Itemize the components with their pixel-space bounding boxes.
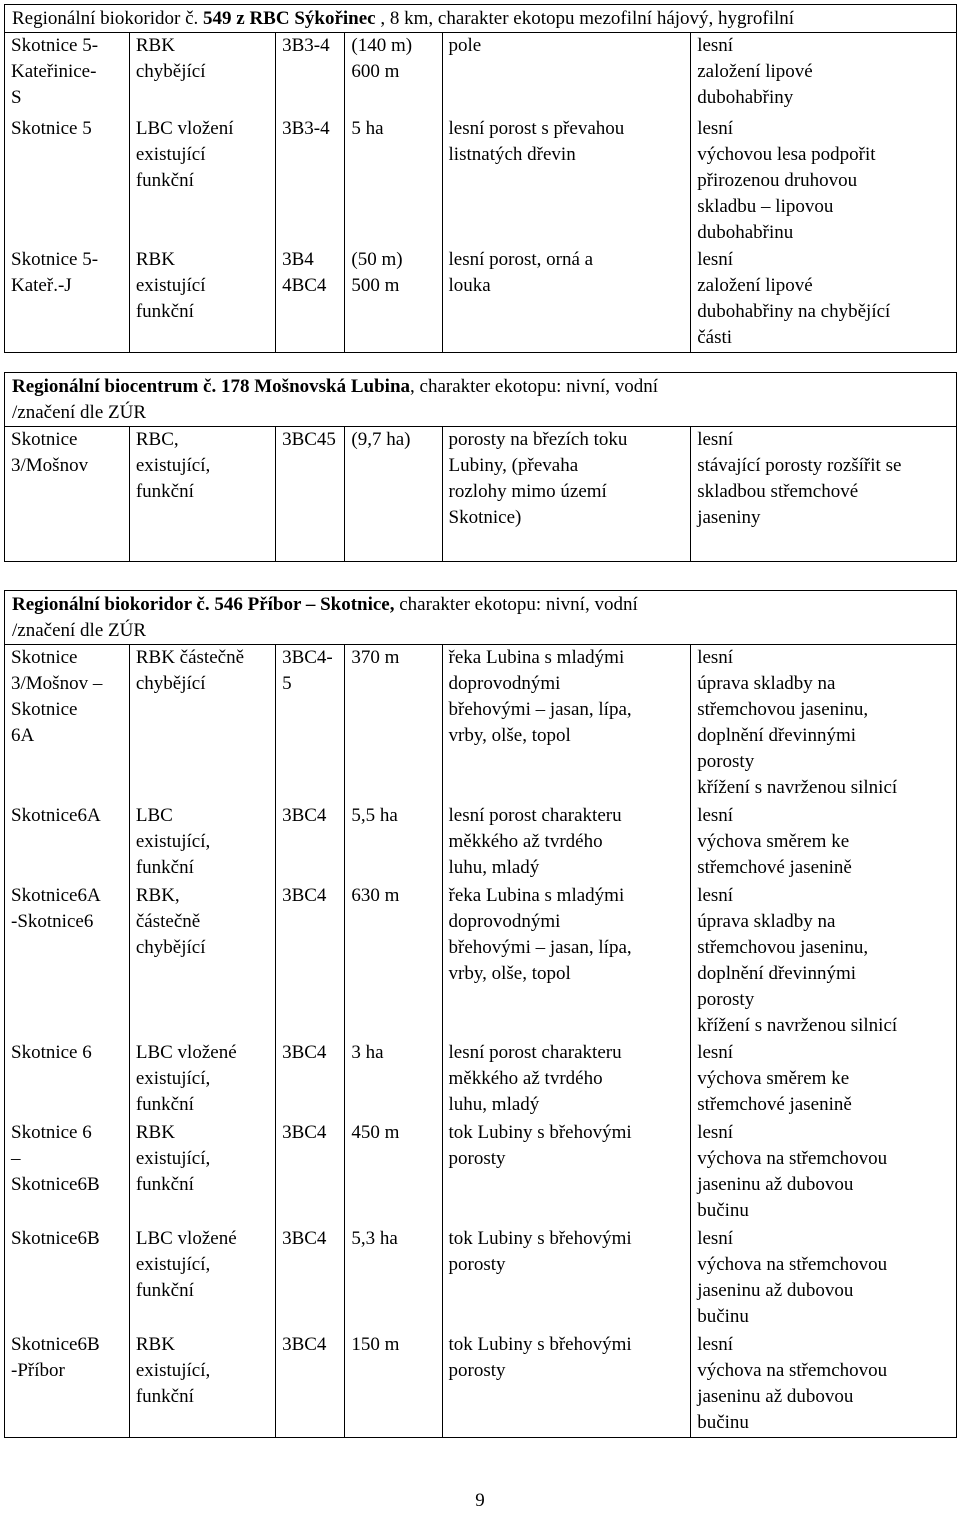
section-heading (5, 373, 957, 427)
cell-name: Skotnice 5- Kateřinice- S (5, 33, 130, 116)
cell-size: (9,7 ha) (345, 427, 442, 562)
cell-type: LBC vložené existující, funkční (129, 1226, 275, 1332)
cell-code: 3B4 4BC4 (276, 247, 345, 353)
table-row (5, 1332, 957, 1438)
cell-state: řeka Lubina s mladými doprovodnými břehovými – jasan, lípa, vrby, olše, topol (442, 883, 691, 1040)
cell-state: lesní porost s převahou listnatých dřevin (442, 116, 691, 247)
cell-state: tok Lubiny s břehovými porosty (442, 1120, 691, 1226)
cell-type: RBK existující funkční (129, 247, 275, 353)
heading-name: 178 Mošnovská Lubina (221, 376, 411, 397)
cell-proposal: lesní úprava skladby na střemchovou jaseninu, doplnění dřevinnými porosty křížení s navrženou silnicí (691, 883, 957, 1040)
cell-proposal: lesní výchova směrem ke střemchové jasenině (691, 1040, 957, 1120)
cell-name: Skotnice6A (5, 803, 130, 883)
cell-code: 3BC45 (276, 427, 345, 562)
cell-state: lesní porost, orná a louka (442, 247, 691, 353)
cell-size: 3 ha (345, 1040, 442, 1120)
cell-code: 3BC4 (276, 1332, 345, 1438)
cell-name: Skotnice 5 (5, 116, 130, 247)
cell-state: lesní porost charakteru měkkého až tvrdého luhu, mladý (442, 803, 691, 883)
heading-name: 549 z RBC Sýkořinec (203, 8, 376, 29)
section-rbk-546-table (4, 590, 957, 1438)
cell-proposal: lesní výchova na střemchovou jaseninu až dubovou bučinu (691, 1120, 957, 1226)
cell-size: (140 m) 600 m (345, 33, 442, 116)
table-row (5, 803, 957, 883)
cell-state: řeka Lubina s mladými doprovodnými břehovými – jasan, lípa, vrby, olše, topol (442, 645, 691, 803)
cell-size: 630 m (345, 883, 442, 1040)
heading-note: /značení dle ZÚR (12, 402, 147, 423)
cell-state: porosty na březích toku Lubiny, (převaha rozlohy mimo území Skotnice) (442, 427, 691, 562)
cell-state: pole (442, 33, 691, 116)
cell-type: RBK, částečně chybějící (129, 883, 275, 1040)
cell-proposal: lesní výchovou lesa podpořit přirozenou druhovou skladbu – lipovou dubohabřinu (691, 116, 957, 247)
cell-state: tok Lubiny s břehovými porosty (442, 1332, 691, 1438)
cell-proposal: lesní stávající porosty rozšířit se skladbou střemchové jaseniny (691, 427, 957, 562)
cell-size: 150 m (345, 1332, 442, 1438)
table-row (5, 427, 957, 562)
cell-name: Skotnice 5- Kateř.-J (5, 247, 130, 353)
cell-proposal: lesní výchova na střemchovou jaseninu až dubovou bučinu (691, 1332, 957, 1438)
table-row (5, 645, 957, 803)
section-rbk-549-table (4, 4, 957, 353)
cell-code: 3BC4 (276, 1120, 345, 1226)
cell-type: LBC vložení existující funkční (129, 116, 275, 247)
cell-code: 3BC4 (276, 883, 345, 1040)
cell-type: LBC vložené existující, funkční (129, 1040, 275, 1120)
page-number: 9 (475, 1490, 485, 1511)
cell-name: Skotnice 6 (5, 1040, 130, 1120)
section-heading (5, 591, 957, 645)
cell-proposal: lesní výchova na střemchovou jaseninu až dubovou bučinu (691, 1226, 957, 1332)
section-rbc-178-table (4, 372, 957, 562)
heading-rest: , charakter ekotopu: nivní, vodní (410, 376, 659, 397)
cell-proposal: lesní úprava skladby na střemchovou jaseninu, doplnění dřevinnými porosty křížení s navrženou silnicí (691, 645, 957, 803)
cell-size: 370 m (345, 645, 442, 803)
cell-code: 3BC4 (276, 1226, 345, 1332)
cell-code: 3B3-4 (276, 33, 345, 116)
cell-code: 3BC4- 5 (276, 645, 345, 803)
cell-state: tok Lubiny s břehovými porosty (442, 1226, 691, 1332)
cell-type: RBK existující, funkční (129, 1120, 275, 1226)
cell-type: RBC, existující, funkční (129, 427, 275, 562)
heading-prefix: Regionální biocentrum č. (12, 376, 221, 397)
cell-code: 3BC4 (276, 803, 345, 883)
table-row (5, 33, 957, 116)
table-row (5, 247, 957, 353)
cell-name: Skotnice6B (5, 1226, 130, 1332)
cell-proposal: lesní založení lipové dubohabřiny na chybějící části (691, 247, 957, 353)
cell-state: lesní porost charakteru měkkého až tvrdého luhu, mladý (442, 1040, 691, 1120)
heading-rest: charakter ekotopu: nivní, vodní (394, 594, 638, 615)
cell-size: 450 m (345, 1120, 442, 1226)
cell-size: 5,5 ha (345, 803, 442, 883)
heading-name: 546 Příbor – Skotnice, (214, 594, 395, 615)
cell-type: RBK existující, funkční (129, 1332, 275, 1438)
heading-prefix: Regionální biokoridor č. (12, 594, 215, 615)
cell-size: 5,3 ha (345, 1226, 442, 1332)
cell-code: 3B3-4 (276, 116, 345, 247)
cell-size: 5 ha (345, 116, 442, 247)
cell-proposal: lesní založení lipové dubohabřiny (691, 33, 957, 116)
cell-name: Skotnice6B -Příbor (5, 1332, 130, 1438)
cell-name: Skotnice6A -Skotnice6 (5, 883, 130, 1040)
cell-proposal: lesní výchova směrem ke střemchové jasenině (691, 803, 957, 883)
cell-name: Skotnice 3/Mošnov – Skotnice 6A (5, 645, 130, 803)
heading-prefix: Regionální biokoridor č. (12, 8, 204, 29)
section-heading (5, 5, 957, 33)
cell-size: (50 m) 500 m (345, 247, 442, 353)
table-row (5, 1120, 957, 1226)
cell-type: LBC existující, funkční (129, 803, 275, 883)
heading-rest: , 8 km, charakter ekotopu mezofilní hájový, hygrofilní (375, 8, 795, 29)
table-row (5, 1226, 957, 1332)
cell-name: Skotnice 3/Mošnov (5, 427, 130, 562)
cell-name: Skotnice 6 – Skotnice6B (5, 1120, 130, 1226)
table-row (5, 116, 957, 247)
heading-note: /značení dle ZÚR (12, 620, 147, 641)
cell-type: RBK chybějící (129, 33, 275, 116)
cell-code: 3BC4 (276, 1040, 345, 1120)
table-row (5, 883, 957, 1040)
cell-type: RBK částečně chybějící (129, 645, 275, 803)
table-row (5, 1040, 957, 1120)
